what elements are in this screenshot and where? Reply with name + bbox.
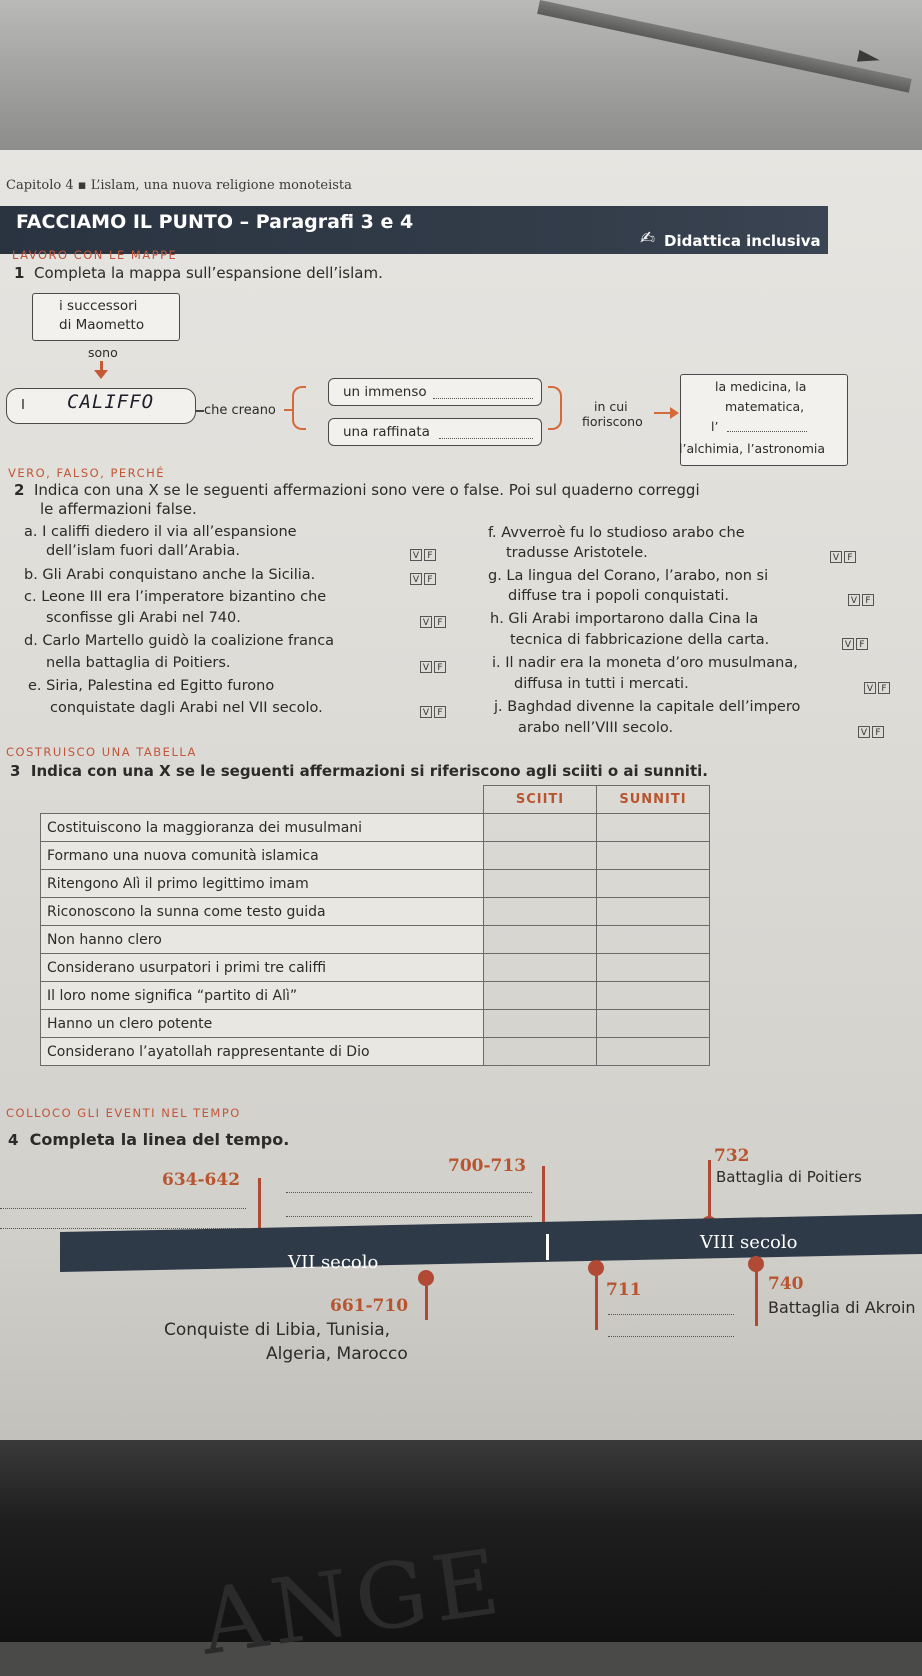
- vf-j[interactable]: [856, 720, 884, 739]
- ex2-instruction-2: le affermazioni false.: [40, 500, 197, 518]
- cell-sciiti[interactable]: [484, 954, 597, 982]
- ex3-instruction-text: Indica con una X se le seguenti affermazioni si riferiscono agli sciiti o ai sunniti.: [30, 762, 708, 780]
- ex3-number: 3: [10, 762, 21, 780]
- f-checkbox[interactable]: F: [872, 726, 884, 738]
- date-732: 732: [714, 1146, 750, 1166]
- table-header-row: [41, 786, 710, 814]
- date-661: 661-710: [330, 1296, 409, 1316]
- cell-sciiti[interactable]: [484, 982, 597, 1010]
- map-text-medicina-2: matematica,: [725, 399, 805, 414]
- table-row: [41, 1038, 710, 1066]
- statement-h-line2: tecnica di fabbricazione della carta.: [510, 632, 770, 648]
- ex2-instruction-text: Indica con una X se le seguenti affermazioni sono vere o false. Poi sul quaderno correggi: [33, 481, 700, 499]
- map-text-successori-1: i successori: [59, 298, 138, 314]
- section-label-vero-falso: VERO, FALSO, PERCHÉ: [8, 466, 166, 480]
- chapter-heading: Capitolo 4 ▪ L’islam, una nuova religione monoteista: [6, 178, 352, 193]
- blank-immenso[interactable]: [433, 398, 533, 399]
- map-box-successori: [32, 293, 180, 341]
- map-box-discipline[interactable]: [680, 374, 848, 466]
- blank-634-a[interactable]: [0, 1208, 246, 1209]
- map-link-creano: che creano: [204, 403, 276, 418]
- ex3-instruction: [10, 762, 708, 780]
- map-text-califfi-prefix: I: [21, 397, 25, 413]
- blank-discipline[interactable]: [727, 431, 807, 432]
- bar-label-vii: VII secolo: [288, 1252, 379, 1273]
- statement-d-line1: d. Carlo Martello guidò la coalizione franca: [24, 633, 335, 649]
- map-text-successori-2: di Maometto: [59, 317, 145, 333]
- sciiti-sunniti-table: [40, 785, 710, 1066]
- event-732: Battaglia di Poitiers: [716, 1168, 862, 1186]
- date-711: 711: [606, 1280, 642, 1300]
- f-checkbox[interactable]: F: [862, 594, 874, 606]
- v-checkbox[interactable]: V: [864, 682, 876, 694]
- cell-sciiti[interactable]: [484, 814, 597, 842]
- tick-740: [755, 1268, 758, 1326]
- cell-sunniti[interactable]: [597, 1038, 710, 1066]
- vf-e[interactable]: [418, 700, 446, 719]
- table-row: [41, 982, 710, 1010]
- statement-a-line1: a. I califfi diedero il via all’espansione: [24, 524, 297, 540]
- cell-sunniti[interactable]: [597, 814, 710, 842]
- bracket-left: [292, 386, 306, 430]
- hand-icon: ✍: [640, 228, 656, 249]
- v-checkbox[interactable]: V: [410, 549, 422, 561]
- f-checkbox[interactable]: F: [878, 682, 890, 694]
- row-label: Costituiscono la maggioranza dei musulmani: [41, 814, 484, 842]
- cell-sunniti[interactable]: [597, 926, 710, 954]
- blank-700-a[interactable]: [286, 1192, 532, 1193]
- col-sunniti: SUNNITI: [597, 786, 710, 814]
- statement-e-line1: e. Siria, Palestina ed Egitto furono: [28, 678, 275, 694]
- v-checkbox[interactable]: V: [858, 726, 870, 738]
- vf-i[interactable]: [862, 676, 890, 695]
- connector-line: [196, 410, 204, 412]
- tick-711: [595, 1272, 598, 1330]
- bracket-right: [548, 386, 562, 430]
- cell-sciiti[interactable]: [484, 870, 597, 898]
- cell-sunniti[interactable]: [597, 982, 710, 1010]
- statement-g-line2: diffuse tra i popoli conquistati.: [508, 588, 729, 604]
- v-checkbox[interactable]: V: [848, 594, 860, 606]
- row-label: Ritengono Alì il primo legittimo imam: [41, 870, 484, 898]
- vf-c[interactable]: [418, 610, 446, 629]
- v-checkbox[interactable]: V: [420, 706, 432, 718]
- blank-700-b[interactable]: [286, 1216, 532, 1217]
- date-700: 700-713: [448, 1156, 527, 1176]
- row-label: Il loro nome significa “partito di Alì”: [41, 982, 484, 1010]
- v-checkbox[interactable]: V: [420, 616, 432, 628]
- cell-sciiti[interactable]: [484, 898, 597, 926]
- f-checkbox[interactable]: F: [424, 549, 436, 561]
- desk-background: [0, 0, 922, 160]
- statement-f-line2: tradusse Aristotele.: [506, 545, 648, 561]
- map-text-raffinata: una raffinata: [343, 424, 430, 440]
- row-label: Hanno un clero potente: [41, 1010, 484, 1038]
- bracket-stub: [284, 409, 292, 411]
- row-label: Non hanno clero: [41, 926, 484, 954]
- col-sciiti: SCIITI: [484, 786, 597, 814]
- vf-a[interactable]: [408, 543, 436, 562]
- table-row: [41, 1010, 710, 1038]
- map-box-califfi[interactable]: [6, 388, 196, 424]
- table-row: [41, 870, 710, 898]
- statement-c-line2: sconfisse gli Arabi nel 740.: [46, 610, 241, 626]
- statement-c-line1: c. Leone III era l’imperatore bizantino che: [24, 589, 327, 605]
- row-label: Formano una nuova comunità islamica: [41, 842, 484, 870]
- f-checkbox[interactable]: F: [434, 706, 446, 718]
- map-text-medicina-1: la medicina, la: [715, 379, 807, 394]
- statement-j-line1: j. Baghdad divenne la capitale dell’impero: [494, 699, 801, 715]
- ex4-number: 4: [8, 1131, 19, 1149]
- ex4-instruction: [8, 1130, 289, 1149]
- v-checkbox[interactable]: V: [842, 638, 854, 650]
- inclusive-tag: Didattica inclusiva: [664, 232, 821, 250]
- ex1-number: 1: [14, 264, 25, 282]
- vf-d[interactable]: [418, 655, 446, 674]
- statement-a-line2: dell’islam fuori dall’Arabia.: [46, 543, 241, 559]
- date-740: 740: [768, 1274, 804, 1294]
- ex2-number: 2: [14, 481, 25, 499]
- century-divider: [546, 1234, 549, 1260]
- section-label-maps: LAVORO CON LE MAPPE: [12, 248, 178, 262]
- table-row: [41, 954, 710, 982]
- v-checkbox[interactable]: V: [420, 661, 432, 673]
- f-checkbox[interactable]: F: [856, 638, 868, 650]
- row-label: Considerano usurpatori i primi tre califfi: [41, 954, 484, 982]
- map-link-incui: in cui: [594, 399, 628, 414]
- blank-raffinata[interactable]: [439, 438, 533, 439]
- statement-j-line2: arabo nell’VIII secolo.: [518, 720, 674, 736]
- table-corner: [41, 786, 484, 814]
- event-740: Battaglia di Akroin: [768, 1298, 916, 1317]
- arrow-head-icon: [94, 370, 108, 379]
- v-checkbox[interactable]: V: [830, 551, 842, 563]
- vf-g[interactable]: [846, 588, 874, 607]
- map-link-fioriscono: fioriscono: [582, 414, 643, 429]
- vf-h[interactable]: [840, 632, 868, 651]
- tick-661: [425, 1282, 428, 1320]
- cover-lettering: ANGE: [194, 1529, 512, 1676]
- v-checkbox[interactable]: V: [410, 573, 422, 585]
- f-checkbox[interactable]: F: [424, 573, 436, 585]
- map-text-medicina-4: l’alchimia, l’astronomia: [679, 441, 826, 456]
- f-checkbox[interactable]: F: [434, 616, 446, 628]
- vf-f[interactable]: [828, 545, 856, 564]
- section-label-tempo: COLLOCO GLI EVENTI NEL TEMPO: [6, 1106, 241, 1120]
- blank-711-a[interactable]: [608, 1314, 734, 1315]
- cell-sciiti[interactable]: [484, 842, 597, 870]
- statement-h-line1: h. Gli Arabi importarono dalla Cina la: [490, 611, 759, 627]
- cell-sciiti[interactable]: [484, 926, 597, 954]
- handwritten-answer: CALIFFO: [67, 391, 155, 413]
- map-box-raffinata[interactable]: [328, 418, 542, 446]
- table-row: [41, 814, 710, 842]
- map-box-immenso[interactable]: [328, 378, 542, 406]
- cell-sunniti[interactable]: [597, 1010, 710, 1038]
- table-row: [41, 898, 710, 926]
- section-label-tabella: COSTRUISCO UNA TABELLA: [6, 745, 197, 759]
- statement-b: b. Gli Arabi conquistano anche la Sicilia.: [24, 567, 316, 583]
- arrow-right-icon: [670, 407, 679, 419]
- f-checkbox[interactable]: F: [434, 661, 446, 673]
- event-661-line1: Conquiste di Libia, Tunisia,: [164, 1320, 391, 1340]
- cell-sunniti[interactable]: [597, 954, 710, 982]
- row-label: Considerano l’ayatollah rappresentante di Dio: [41, 1038, 484, 1066]
- map-link-sono: sono: [88, 345, 118, 360]
- ex4-instruction-text: Completa la linea del tempo.: [29, 1130, 290, 1149]
- band-title: FACCIAMO IL PUNTO – Paragrafi 3 e 4: [16, 211, 414, 233]
- table-row: [41, 926, 710, 954]
- statement-f-line1: f. Avverroè fu lo studioso arabo che: [488, 525, 745, 541]
- map-text-immenso: un immenso: [343, 384, 427, 400]
- cell-sciiti[interactable]: [484, 1038, 597, 1066]
- cell-sunniti[interactable]: [597, 898, 710, 926]
- map-text-medicina-3: l’: [711, 419, 719, 434]
- cell-sciiti[interactable]: [484, 1010, 597, 1038]
- cell-sunniti[interactable]: [597, 842, 710, 870]
- ex2-instruction-1: [14, 481, 700, 499]
- statement-e-line2: conquistate dagli Arabi nel VII secolo.: [50, 700, 323, 716]
- f-checkbox[interactable]: F: [844, 551, 856, 563]
- ex1-instruction: [14, 264, 383, 282]
- bar-label-viii: VIII secolo: [700, 1232, 798, 1253]
- statement-g-line1: g. La lingua del Corano, l’arabo, non si: [488, 568, 769, 584]
- row-label: Riconoscono la sunna come testo guida: [41, 898, 484, 926]
- statement-d-line2: nella battaglia di Poitiers.: [46, 655, 231, 671]
- ex1-instruction-text: Completa la mappa sull’espansione dell’islam.: [33, 264, 383, 282]
- event-661-line2: Algeria, Marocco: [266, 1344, 408, 1364]
- table-row: [41, 842, 710, 870]
- vf-b[interactable]: [408, 567, 436, 586]
- date-634: 634-642: [162, 1170, 241, 1190]
- blank-711-b[interactable]: [608, 1336, 734, 1337]
- cell-sunniti[interactable]: [597, 870, 710, 898]
- statement-i-line1: i. Il nadir era la moneta d’oro musulmana,: [492, 655, 798, 671]
- statement-i-line2: diffusa in tutti i mercati.: [514, 676, 689, 692]
